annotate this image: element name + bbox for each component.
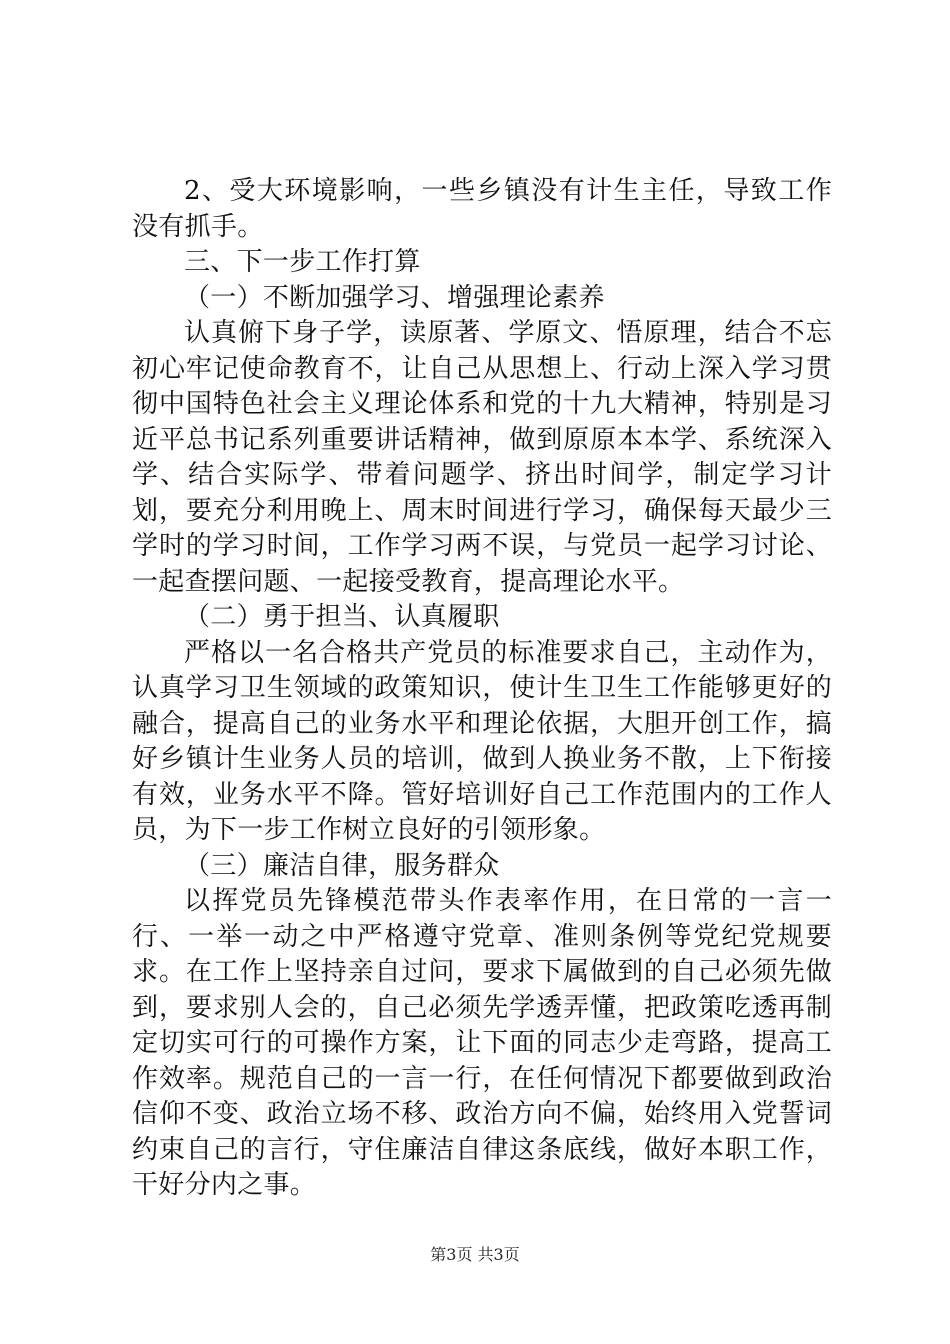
paragraph-issue-2: 2、受大环境影响，一些乡镇没有计生主任，导致工作没有抓手。 bbox=[132, 176, 832, 242]
document-body bbox=[132, 174, 832, 1204]
subheading-study: （一）不断加强学习、增强理论素养 bbox=[184, 282, 605, 313]
paragraph-integrity: 以挥党员先锋模范带头作表率作用，在日常的一言一行、一举一动之中严格遵守党章、准则条例等党纪党规要求。在工作上坚持亲自过问，要求下属做到的自己必须先做到，要求别人会的，自己必须先学透弄懂，把政策吃透再制定切实可行的可操作方案，让下面的同志少走弯路，提高工作效率。规范自己的一言一行，在任何情况下都要做到政治信仰不变、政治立场不移、政治方向不偏，始终用入党誓词约束自己的言行，守住廉洁自律这条底线，做好本职工作，干好分内之事。 bbox=[132, 886, 832, 1200]
paragraph-duty: 严格以一名合格共产党员的标准要求自己，主动作为，认真学习卫生领域的政策知识，使计生卫生工作能够更好的融合，提高自己的业务水平和理论依据，大胆开创工作，搞好乡镇计生业务人员的培训，做到人换业务不散，上下衔接有效，业务水平不降。管好培训好自己工作范围内的工作人员，为下一步工作树立良好的引领形象。 bbox=[132, 637, 832, 845]
subheading-duty: （二）勇于担当、认真履职 bbox=[184, 602, 500, 632]
subheading-integrity: （三）廉洁自律，服务群众 bbox=[184, 850, 500, 881]
page-footer: 第3页 共3页 bbox=[430, 1245, 520, 1264]
paragraph-study: 认真俯下身子学，读原著、学原文、悟原理，结合不忘初心牢记使命教育不，让自己从思想上、行动上深入学习贯彻中国特色社会主义理论体系和党的十九大精神，特别是习近平总书记系列重要讲话精神，做到原原本本学、系统深入学、结合实际学、带着问题学、挤出时间学，制定学习计划，要充分利用晚上、周末时间进行学习，确保每天最少三学时的学习时间，工作学习两不误，与党员一起学习讨论、一起查摆问题、一起接受教育，提高理论水平。 bbox=[132, 318, 832, 597]
section-heading-next-steps: 三、下一步工作打算 bbox=[184, 247, 421, 277]
